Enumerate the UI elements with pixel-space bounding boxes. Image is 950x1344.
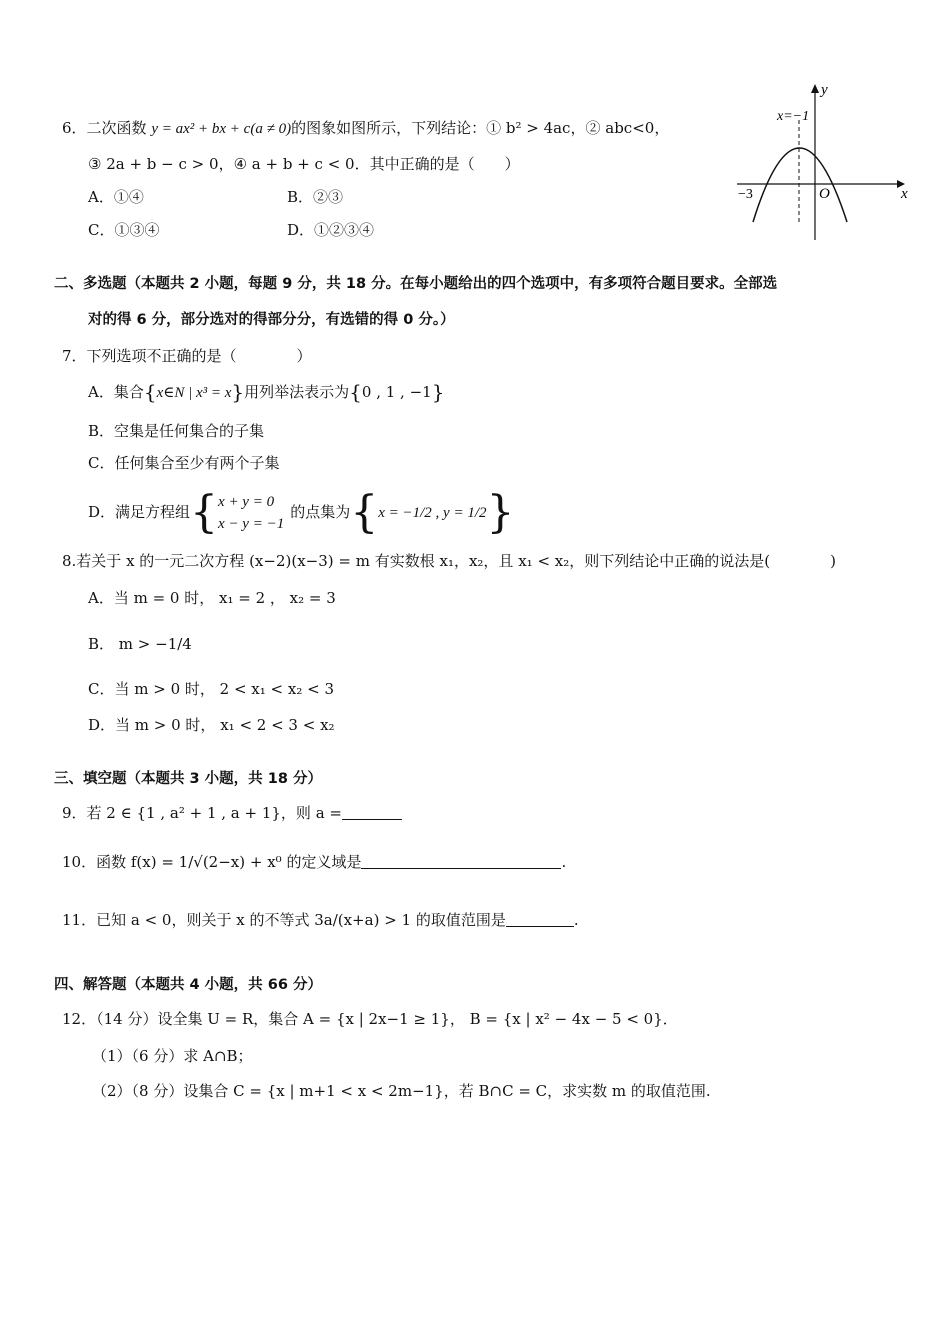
q6-conclusion-1: ① b² > 4ac [486, 119, 571, 137]
parabola-curve [753, 148, 847, 222]
q10-answer-blank [361, 854, 561, 869]
q6-conclusion-3: ③ 2a + b − c > 0 [88, 155, 219, 173]
q7-option-c: C．任何集合至少有两个子集 [88, 454, 280, 472]
q7-option-a: A．集合{x∈N | x³ = x}用列举法表示为{0 , 1 , −1} [88, 380, 445, 404]
origin-label: O [819, 186, 830, 202]
q8-option-c: C．当 m > 0 时， 2 < x₁ < x₂ < 3 [88, 680, 334, 698]
q6-conclusion-4: ④ a + b + c < 0 [233, 155, 355, 173]
section2-title-line2: 对的得 6 分，部分选对的得部分分，有选错的得 0 分。） [88, 312, 455, 328]
q7-stem: 7．下列选项不正确的是（ ） [62, 347, 312, 365]
section2-title-line1: 二、多选题（本题共 2 小题，每题 9 分，共 18 分。在每小题给出的四个选项中，有多项符合题目要求。全部选 [54, 276, 778, 292]
q6-function: y = ax² + bx + c(a ≠ 0) [151, 121, 292, 137]
q12-part2: （2）（8 分）设集合 C = {x | m+1 < x < 2m−1}，若 B∩C = C，求实数 m 的取值范围. [92, 1082, 711, 1100]
q6-option-d: D．①②③④ [287, 221, 375, 239]
q6-stem-line2: ③ 2a + b − c > 0，④ a + b + c < 0．其中正确的是（ ） [88, 155, 520, 173]
x-axis-label: x [901, 186, 908, 202]
q8-option-d: D．当 m > 0 时， x₁ < 2 < 3 < x₂ [88, 716, 335, 734]
q6-option-a: A．①④ [88, 188, 144, 206]
y-axis-arrow [811, 84, 819, 93]
q6-conclusion-2: ② abc<0 [585, 119, 655, 137]
root-label: −3 [738, 187, 753, 202]
q12-stem: 12．（14 分）设全集 U = R，集合 A = {x | 2x−1 ≥ 1}， B = {x | x² − 4x − 5 < 0}． [62, 1010, 678, 1028]
section3-title: 三、填空题（本题共 3 小题，共 18 分） [54, 771, 322, 787]
q8-option-a: A．当 m = 0 时， x₁ = 2 ， x₂ = 3 [88, 589, 336, 607]
q9-answer-blank [342, 805, 402, 820]
q7-option-b: B．空集是任何集合的子集 [88, 422, 265, 440]
q6-parabola-graph [735, 80, 915, 245]
q6-option-b: B．②③ [287, 188, 344, 206]
q8-option-b: B． m > −1/4 [88, 635, 192, 653]
q12-part1: （1）（6 分）求 A∩B； [92, 1047, 253, 1065]
q11: 11．已知 a < 0，则关于 x 的不等式 3a/(x+a) > 1 的取值范围是 . [62, 911, 579, 929]
q6-stem-line1: 6．二次函数 y = ax² + bx + c(a ≠ 0)的图象如图所示，下列结论：① b² > 4ac，② abc<0， [62, 119, 670, 137]
q7-option-d: D．满足方程组{ x + y = 0 x − y = −1 的点集为{x = −1/2 , y = 1/2} [88, 487, 515, 538]
symmetry-label: x=−1 [777, 109, 810, 124]
y-axis-label: y [821, 82, 828, 98]
q8-stem: 8.若关于 x 的一元二次方程 (x−2)(x−3) = m 有实数根 x₁，x₂，且 x₁ < x₂，则下列结论中正确的说法是( ) [62, 552, 836, 570]
section4-title: 四、解答题（本题共 4 小题，共 66 分） [54, 977, 322, 993]
q11-answer-blank [506, 912, 574, 927]
q9: 9．若 2 ∈ {1 , a² + 1 , a + 1}，则 a = [62, 803, 402, 823]
q6-option-c: C．①③④ [88, 221, 160, 239]
q10: 10．函数 f(x) = 1/√(2−x) + x⁰ 的定义域是 . [62, 853, 567, 871]
